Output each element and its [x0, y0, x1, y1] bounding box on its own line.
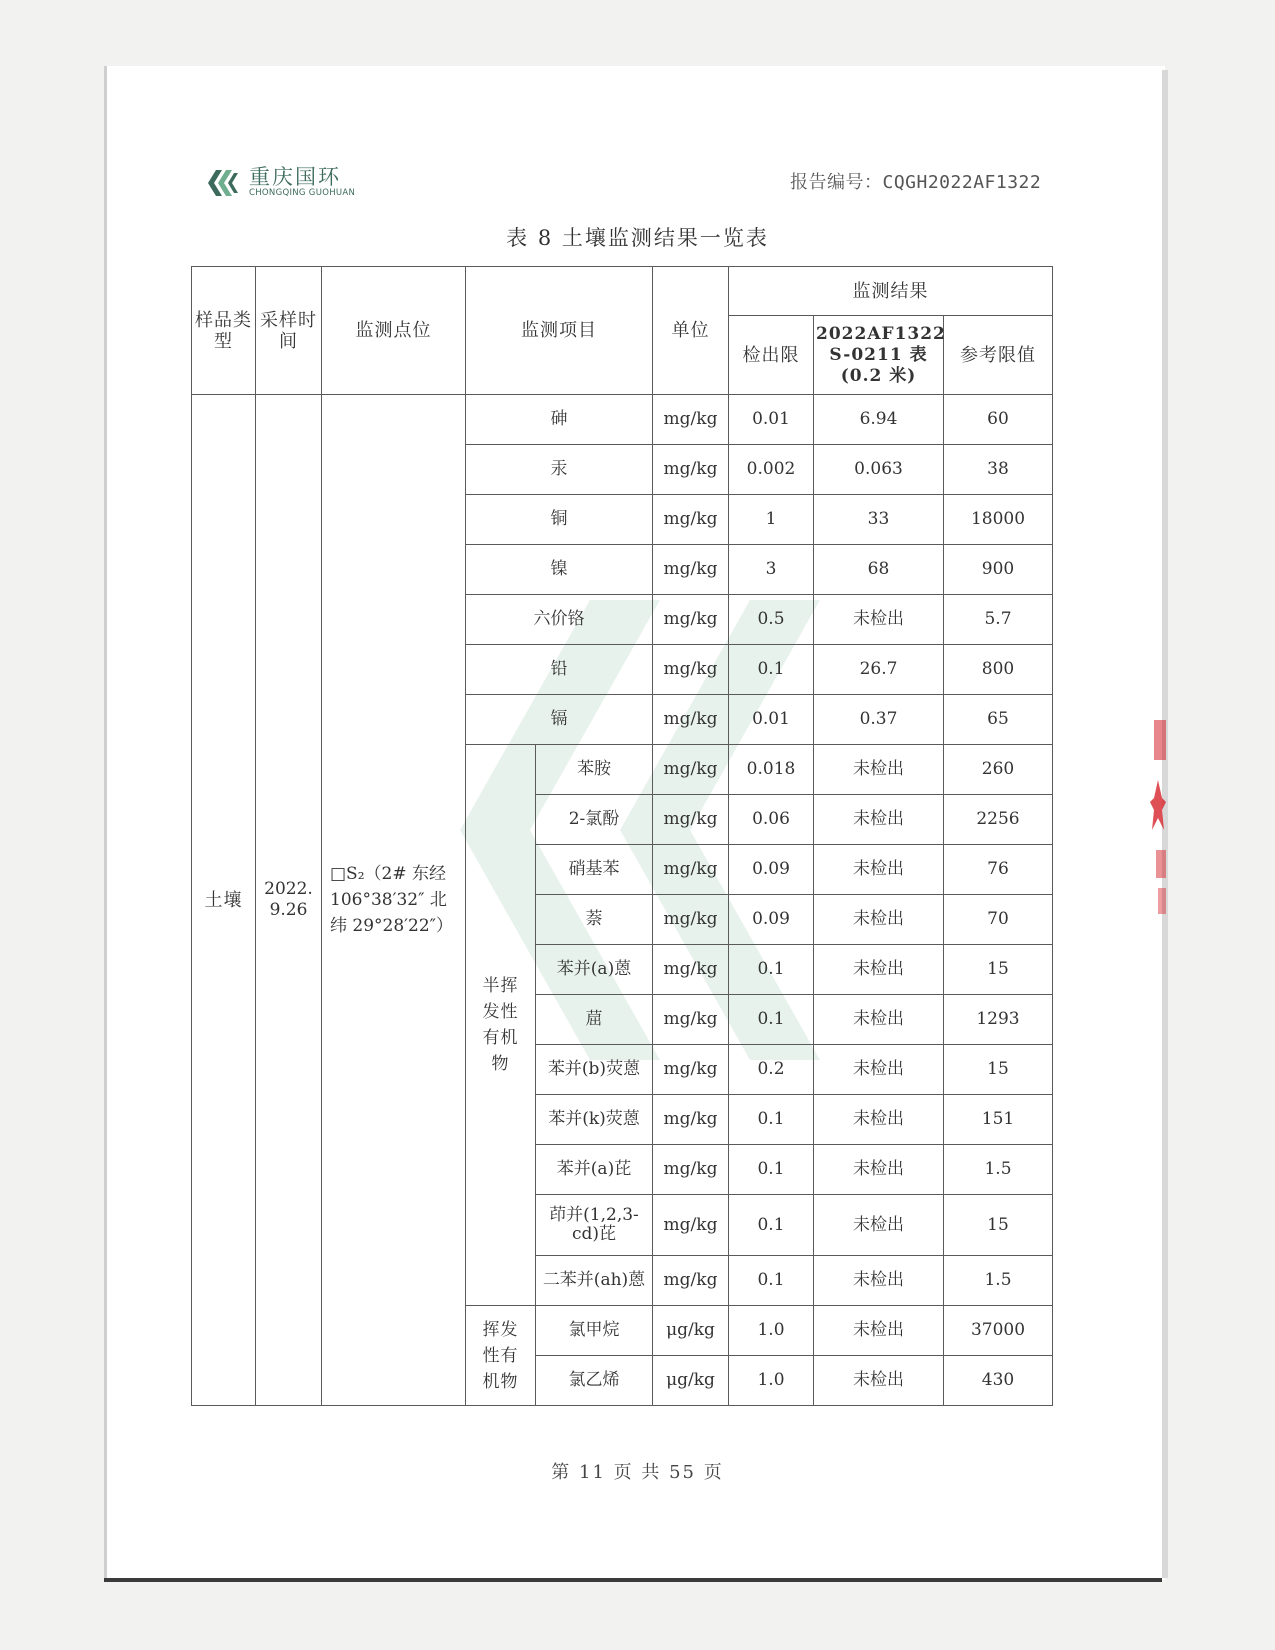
- cell-detection-limit: 0.06: [729, 795, 814, 845]
- logo-mark-icon: [205, 167, 241, 199]
- cell-result: 未检出: [814, 895, 944, 945]
- cell-item: 萘: [536, 895, 653, 945]
- cell-sampling-time: 2022. 9.26: [256, 395, 322, 1406]
- cell-result: 未检出: [814, 1306, 944, 1356]
- cell-reference-limit: 1293: [944, 995, 1053, 1045]
- cell-detection-limit: 0.1: [729, 1256, 814, 1306]
- cell-unit: mg/kg: [653, 1095, 729, 1145]
- cell-result: 68: [814, 545, 944, 595]
- cell-result: 0.063: [814, 445, 944, 495]
- table-caption: 表 8 土壤监测结果一览表: [506, 226, 769, 250]
- company-logo: [205, 166, 355, 199]
- table-header-row: [192, 267, 1053, 316]
- cell-reference-limit: 800: [944, 645, 1053, 695]
- cell-item: 2-氯酚: [536, 795, 653, 845]
- company-name-en: CHONGQING GUOHUAN: [249, 188, 356, 198]
- cell-detection-limit: 0.002: [729, 445, 814, 495]
- report-number: 报告编号：CQGH2022AF1322: [790, 172, 1042, 193]
- cell-item: 苯并(a)芘: [536, 1145, 653, 1195]
- cell-detection-limit: 0.1: [729, 995, 814, 1045]
- soil-monitoring-table: [191, 266, 1053, 1406]
- cell-unit: mg/kg: [653, 895, 729, 945]
- header-sampling-time: 采样时间: [256, 267, 322, 395]
- cell-result: 未检出: [814, 595, 944, 645]
- header-detection-limit: 检出限: [729, 316, 814, 395]
- cell-detection-limit: 0.1: [729, 1145, 814, 1195]
- cell-result: 0.37: [814, 695, 944, 745]
- cell-detection-limit: 0.01: [729, 695, 814, 745]
- table-body: [192, 267, 1053, 1406]
- cell-item: 镍: [466, 545, 653, 595]
- cell-result: 未检出: [814, 845, 944, 895]
- cell-item: 茚并(1,2,3-cd)芘: [536, 1195, 653, 1256]
- cell-unit: mg/kg: [653, 1195, 729, 1256]
- cell-reference-limit: 900: [944, 545, 1053, 595]
- cell-reference-limit: 5.7: [944, 595, 1053, 645]
- cell-unit: mg/kg: [653, 545, 729, 595]
- page-bottom-edge: [104, 1578, 1162, 1582]
- cell-item: 苯并(k)荧蒽: [536, 1095, 653, 1145]
- cell-result: 未检出: [814, 1356, 944, 1406]
- cell-detection-limit: 1: [729, 495, 814, 545]
- cell-result: 未检出: [814, 1095, 944, 1145]
- cell-reference-limit: 65: [944, 695, 1053, 745]
- cell-item: 氯甲烷: [536, 1306, 653, 1356]
- cell-item: 䓛: [536, 995, 653, 1045]
- cell-unit: mg/kg: [653, 645, 729, 695]
- cell-reference-limit: 1.5: [944, 1256, 1053, 1306]
- cell-reference-limit: 76: [944, 845, 1053, 895]
- cell-reference-limit: 2256: [944, 795, 1053, 845]
- cell-unit: mg/kg: [653, 1145, 729, 1195]
- cell-reference-limit: 1.5: [944, 1145, 1053, 1195]
- cell-reference-limit: 15: [944, 1195, 1053, 1256]
- cell-reference-limit: 60: [944, 395, 1053, 445]
- cell-result: 未检出: [814, 745, 944, 795]
- cell-unit: mg/kg: [653, 595, 729, 645]
- cell-reference-limit: 38: [944, 445, 1053, 495]
- header-item: 监测项目: [466, 267, 653, 395]
- cell-result: 未检出: [814, 1045, 944, 1095]
- cell-unit: mg/kg: [653, 945, 729, 995]
- cell-item: 苯并(b)荧蒽: [536, 1045, 653, 1095]
- cell-item: 镉: [466, 695, 653, 745]
- table-row: [192, 395, 1053, 445]
- cell-group-voc: 挥发性有机物: [466, 1306, 536, 1406]
- cell-unit: mg/kg: [653, 795, 729, 845]
- cell-result: 26.7: [814, 645, 944, 695]
- page-number: 第 11 页 共 55 页: [551, 1462, 724, 1483]
- cell-item: 砷: [466, 395, 653, 445]
- cell-detection-limit: 0.2: [729, 1045, 814, 1095]
- cell-unit: mg/kg: [653, 395, 729, 445]
- cell-unit: mg/kg: [653, 695, 729, 745]
- cell-reference-limit: 37000: [944, 1306, 1053, 1356]
- cell-item: 铜: [466, 495, 653, 545]
- company-name-zh: 重庆国环: [249, 165, 341, 189]
- header-sample-id: 2022AF1322 S-0211 表 (0.2 米): [814, 316, 944, 395]
- cell-result: 6.94: [814, 395, 944, 445]
- cell-detection-limit: 1.0: [729, 1356, 814, 1406]
- cell-result: 未检出: [814, 1256, 944, 1306]
- cell-item: 汞: [466, 445, 653, 495]
- cell-detection-limit: 1.0: [729, 1306, 814, 1356]
- cell-detection-limit: 0.1: [729, 945, 814, 995]
- cell-detection-limit: 0.01: [729, 395, 814, 445]
- cell-unit: mg/kg: [653, 1045, 729, 1095]
- cell-result: 未检出: [814, 995, 944, 1045]
- cell-detection-limit: 0.09: [729, 895, 814, 945]
- cell-sample-type: 土壤: [192, 395, 256, 1406]
- cell-unit: mg/kg: [653, 845, 729, 895]
- cell-unit: mg/kg: [653, 995, 729, 1045]
- cell-detection-limit: 0.018: [729, 745, 814, 795]
- cell-item: 硝基苯: [536, 845, 653, 895]
- header-location: 监测点位: [322, 267, 466, 395]
- cell-detection-limit: 0.5: [729, 595, 814, 645]
- cell-item: 铅: [466, 645, 653, 695]
- cell-detection-limit: 0.1: [729, 1195, 814, 1256]
- cell-reference-limit: 70: [944, 895, 1053, 945]
- header-unit: 单位: [653, 267, 729, 395]
- cell-detection-limit: 0.1: [729, 645, 814, 695]
- cell-reference-limit: 18000: [944, 495, 1053, 545]
- cell-reference-limit: 151: [944, 1095, 1053, 1145]
- header-reference-limit: 参考限值: [944, 316, 1053, 395]
- cell-reference-limit: 15: [944, 945, 1053, 995]
- header-results: 监测结果: [729, 267, 1053, 316]
- cell-detection-limit: 0.1: [729, 1095, 814, 1145]
- cell-result: 未检出: [814, 945, 944, 995]
- cell-item: 苯并(a)蒽: [536, 945, 653, 995]
- cell-reference-limit: 15: [944, 1045, 1053, 1095]
- header-sample-type: 样品类型: [192, 267, 256, 395]
- cell-unit: mg/kg: [653, 445, 729, 495]
- cell-detection-limit: 0.09: [729, 845, 814, 895]
- cell-result: 未检出: [814, 1145, 944, 1195]
- cell-unit: mg/kg: [653, 1256, 729, 1306]
- cell-group-svoc: 半挥发性有机物: [466, 745, 536, 1306]
- cell-result: 未检出: [814, 1195, 944, 1256]
- cell-item: 氯乙烯: [536, 1356, 653, 1406]
- cell-item: 二苯并(ah)蒽: [536, 1256, 653, 1306]
- cell-location: □S₂（2# 东经 106°38′32″ 北纬 29°28′22″）: [322, 395, 466, 1406]
- cell-unit: μg/kg: [653, 1356, 729, 1406]
- cell-result: 33: [814, 495, 944, 545]
- cell-reference-limit: 430: [944, 1356, 1053, 1406]
- cell-reference-limit: 260: [944, 745, 1053, 795]
- cell-detection-limit: 3: [729, 545, 814, 595]
- cell-item: 苯胺: [536, 745, 653, 795]
- cell-result: 未检出: [814, 795, 944, 845]
- cell-unit: μg/kg: [653, 1306, 729, 1356]
- cell-unit: mg/kg: [653, 495, 729, 545]
- red-seal-stamp: [1150, 720, 1166, 920]
- cell-item: 六价铬: [466, 595, 653, 645]
- cell-unit: mg/kg: [653, 745, 729, 795]
